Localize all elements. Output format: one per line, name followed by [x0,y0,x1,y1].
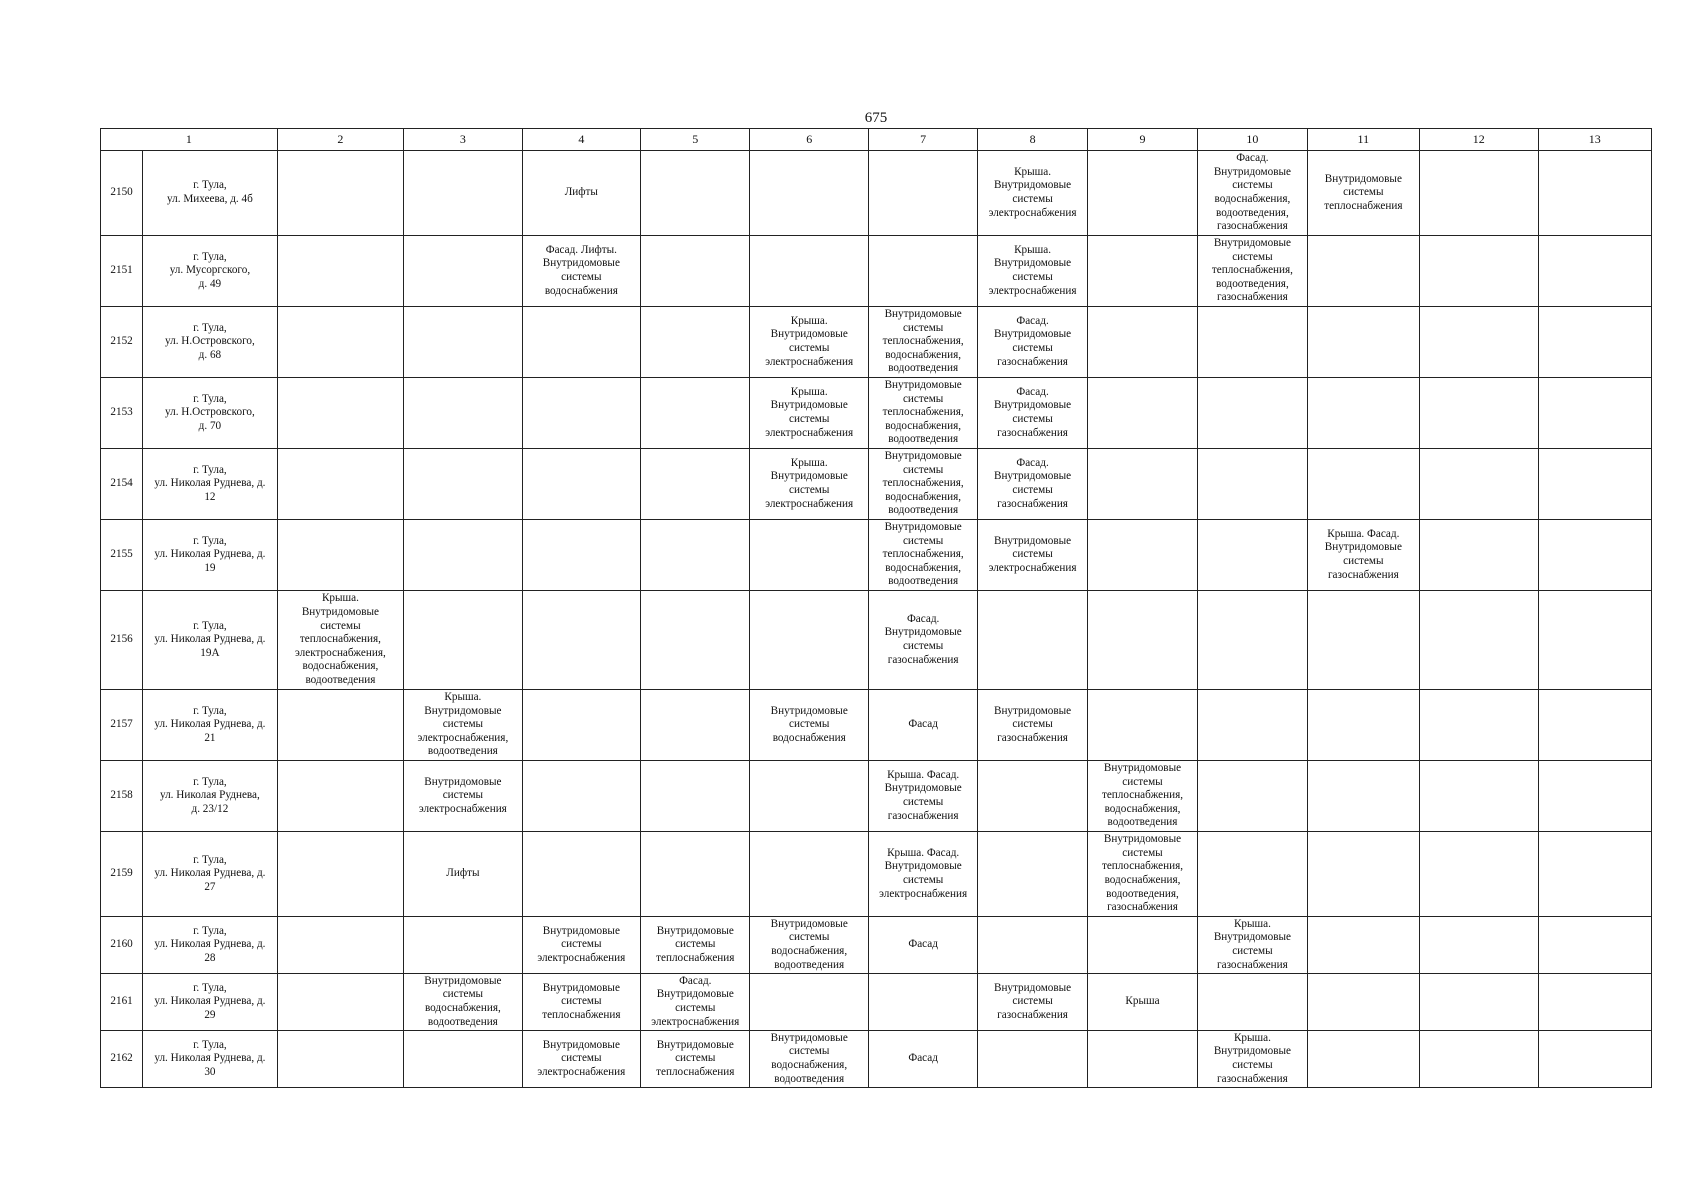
work-cell-col-10: Фасад. Внутридомовые системы водоснабжения, водоотведения, газоснабжения [1198,151,1307,236]
work-cell-col-11 [1307,690,1419,761]
work-cell-col-7 [868,236,977,307]
work-cell-col-10 [1198,449,1307,520]
table-row [101,520,1652,591]
work-cell-col-6: Крыша. Внутридомовые системы электроснабжения [750,307,868,378]
work-cell-col-4 [522,307,640,378]
work-cell-col-12 [1420,307,1538,378]
work-cell-col-8: Внутридомовые системы газоснабжения [978,974,1087,1031]
work-cell-col-3 [404,591,522,690]
work-cell-col-9 [1087,520,1197,591]
work-cell-col-2 [277,236,403,307]
header-row [101,129,1652,151]
address-cell: г. Тула, ул. Н.Островского, д. 70 [143,378,278,449]
work-cell-col-7: Крыша. Фасад. Внутридомовые системы электроснабжения [868,832,977,917]
work-cell-col-13 [1538,591,1652,690]
work-cell-col-5 [641,591,750,690]
row-number-cell: 2153 [101,378,143,449]
table-row [101,236,1652,307]
work-cell-col-3: Внутридомовые системы водоснабжения, водоотведения [404,974,522,1031]
work-cell-col-5 [641,761,750,832]
work-cell-col-7: Внутридомовые системы теплоснабжения, водоснабжения, водоотведения [868,307,977,378]
work-cell-col-7: Фасад [868,1031,977,1088]
work-cell-col-3 [404,236,522,307]
work-cell-col-5 [641,690,750,761]
work-cell-col-3 [404,307,522,378]
work-cell-col-2 [277,761,403,832]
table-row [101,761,1652,832]
row-number-cell: 2158 [101,761,143,832]
work-cell-col-6 [750,151,868,236]
work-cell-col-7: Внутридомовые системы теплоснабжения, водоснабжения, водоотведения [868,520,977,591]
work-cell-col-12 [1420,151,1538,236]
work-cell-col-9: Внутридомовые системы теплоснабжения, водоснабжения, водоотведения [1087,761,1197,832]
table-row [101,591,1652,690]
work-cell-col-3: Внутридомовые системы электроснабжения [404,761,522,832]
work-cell-col-2 [277,378,403,449]
work-cell-col-4 [522,449,640,520]
work-cell-col-13 [1538,449,1652,520]
work-cell-col-5 [641,378,750,449]
address-cell: г. Тула, ул. Николая Руднева, д. 19А [143,591,278,690]
work-cell-col-3 [404,520,522,591]
work-cell-col-12 [1420,1031,1538,1088]
work-cell-col-9 [1087,690,1197,761]
work-cell-col-6: Крыша. Внутридомовые системы электроснабжения [750,449,868,520]
work-cell-col-4: Внутридомовые системы электроснабжения [522,917,640,974]
work-cell-col-7: Фасад [868,917,977,974]
work-cell-col-13 [1538,1031,1652,1088]
work-cell-col-2: Крыша. Внутридомовые системы теплоснабжения, электроснабжения, водоснабжения, водоотведения [277,591,403,690]
header-col-5: 5 [641,129,750,151]
work-cell-col-10 [1198,761,1307,832]
header-col-8: 8 [978,129,1087,151]
row-number-cell: 2154 [101,449,143,520]
work-cell-col-6 [750,520,868,591]
work-cell-col-2 [277,917,403,974]
work-cell-col-5: Внутридомовые системы теплоснабжения [641,1031,750,1088]
row-number-cell: 2152 [101,307,143,378]
work-cell-col-10 [1198,520,1307,591]
work-cell-col-9: Крыша [1087,974,1197,1031]
work-cell-col-11 [1307,449,1419,520]
address-cell: г. Тула, ул. Николая Руднева, д. 28 [143,917,278,974]
work-cell-col-6: Внутридомовые системы водоснабжения [750,690,868,761]
work-cell-col-2 [277,832,403,917]
header-col-13: 13 [1538,129,1652,151]
work-cell-col-9 [1087,307,1197,378]
work-cell-col-8: Крыша. Внутридомовые системы электроснабжения [978,151,1087,236]
row-number-cell: 2151 [101,236,143,307]
work-cell-col-13 [1538,690,1652,761]
work-cell-col-9 [1087,917,1197,974]
work-cell-col-7: Крыша. Фасад. Внутридомовые системы газоснабжения [868,761,977,832]
work-cell-col-4 [522,378,640,449]
row-number-cell: 2155 [101,520,143,591]
work-cell-col-13 [1538,974,1652,1031]
work-cell-col-9: Внутридомовые системы теплоснабжения, водоснабжения, водоотведения, газоснабжения [1087,832,1197,917]
work-cell-col-4 [522,832,640,917]
work-cell-col-10 [1198,974,1307,1031]
address-cell: г. Тула, ул. Михеева, д. 4б [143,151,278,236]
work-cell-col-8: Фасад. Внутридомовые системы газоснабжения [978,449,1087,520]
work-cell-col-3: Лифты [404,832,522,917]
work-cell-col-8 [978,761,1087,832]
table-row [101,307,1652,378]
work-cell-col-9 [1087,591,1197,690]
work-cell-col-13 [1538,151,1652,236]
work-cell-col-3 [404,449,522,520]
repair-schedule-table [100,128,1652,1088]
work-cell-col-11 [1307,1031,1419,1088]
work-cell-col-9 [1087,449,1197,520]
header-col-10: 10 [1198,129,1307,151]
header-col-6: 6 [750,129,868,151]
work-cell-col-6 [750,974,868,1031]
work-cell-col-2 [277,307,403,378]
work-cell-col-7 [868,974,977,1031]
work-cell-col-10 [1198,690,1307,761]
work-cell-col-11 [1307,378,1419,449]
address-cell: г. Тула, ул. Н.Островского, д. 68 [143,307,278,378]
work-cell-col-12 [1420,917,1538,974]
work-cell-col-11 [1307,591,1419,690]
work-cell-col-5 [641,236,750,307]
header-col-12: 12 [1420,129,1538,151]
header-col-2: 2 [277,129,403,151]
table-row [101,917,1652,974]
work-cell-col-8 [978,1031,1087,1088]
work-cell-col-4 [522,761,640,832]
header-col-4: 4 [522,129,640,151]
work-cell-col-8: Внутридомовые системы газоснабжения [978,690,1087,761]
table-header [101,129,1652,151]
work-cell-col-5 [641,151,750,236]
work-cell-col-9 [1087,151,1197,236]
work-cell-col-11 [1307,307,1419,378]
row-number-cell: 2150 [101,151,143,236]
work-cell-col-11 [1307,917,1419,974]
work-cell-col-12 [1420,520,1538,591]
work-cell-col-4: Внутридомовые системы электроснабжения [522,1031,640,1088]
work-cell-col-4: Фасад. Лифты. Внутридомовые системы водоснабжения [522,236,640,307]
work-cell-col-2 [277,449,403,520]
table-body [101,151,1652,1088]
address-cell: г. Тула, ул. Николая Руднева, д. 19 [143,520,278,591]
table-row [101,449,1652,520]
work-cell-col-7: Внутридомовые системы теплоснабжения, водоснабжения, водоотведения [868,378,977,449]
work-cell-col-9 [1087,378,1197,449]
work-cell-col-7: Фасад. Внутридомовые системы газоснабжения [868,591,977,690]
work-cell-col-10 [1198,591,1307,690]
row-number-cell: 2157 [101,690,143,761]
table-row [101,378,1652,449]
table-row [101,1031,1652,1088]
work-cell-col-6: Внутридомовые системы водоснабжения, водоотведения [750,1031,868,1088]
work-cell-col-6 [750,832,868,917]
work-cell-col-13 [1538,520,1652,591]
header-col-3: 3 [404,129,522,151]
work-cell-col-3 [404,151,522,236]
work-cell-col-13 [1538,307,1652,378]
work-cell-col-7 [868,151,977,236]
work-cell-col-5 [641,520,750,591]
work-cell-col-7: Внутридомовые системы теплоснабжения, водоснабжения, водоотведения [868,449,977,520]
table-row [101,151,1652,236]
work-cell-col-5 [641,307,750,378]
work-cell-col-10: Внутридомовые системы теплоснабжения, водоотведения, газоснабжения [1198,236,1307,307]
work-cell-col-4: Внутридомовые системы теплоснабжения [522,974,640,1031]
address-cell: г. Тула, ул. Николая Руднева, д. 12 [143,449,278,520]
work-cell-col-8 [978,591,1087,690]
work-cell-col-6 [750,591,868,690]
work-cell-col-10 [1198,832,1307,917]
row-number-cell: 2162 [101,1031,143,1088]
work-cell-col-6: Внутридомовые системы водоснабжения, водоотведения [750,917,868,974]
work-cell-col-5 [641,832,750,917]
address-cell: г. Тула, ул. Николая Руднева, д. 21 [143,690,278,761]
work-cell-col-8: Фасад. Внутридомовые системы газоснабжения [978,307,1087,378]
work-cell-col-12 [1420,690,1538,761]
work-cell-col-8: Фасад. Внутридомовые системы газоснабжения [978,378,1087,449]
work-cell-col-2 [277,151,403,236]
work-cell-col-9 [1087,236,1197,307]
page-number: 675 [864,110,888,126]
work-cell-col-8: Внутридомовые системы электроснабжения [978,520,1087,591]
work-cell-col-6: Крыша. Внутридомовые системы электроснабжения [750,378,868,449]
work-cell-col-2 [277,520,403,591]
work-cell-col-12 [1420,236,1538,307]
work-cell-col-6 [750,236,868,307]
work-cell-col-2 [277,690,403,761]
address-cell: г. Тула, ул. Николая Руднева, д. 27 [143,832,278,917]
work-cell-col-3 [404,1031,522,1088]
row-number-cell: 2161 [101,974,143,1031]
address-cell: г. Тула, ул. Николая Руднева, д. 23/12 [143,761,278,832]
address-cell: г. Тула, ул. Мусоргского, д. 49 [143,236,278,307]
work-cell-col-10 [1198,378,1307,449]
header-col-1: 1 [101,129,278,151]
work-cell-col-3 [404,917,522,974]
work-cell-col-5: Фасад. Внутридомовые системы электроснабжения [641,974,750,1031]
table-row [101,690,1652,761]
work-cell-col-3 [404,378,522,449]
work-cell-col-11: Крыша. Фасад. Внутридомовые системы газоснабжения [1307,520,1419,591]
work-cell-col-11 [1307,236,1419,307]
address-cell: г. Тула, ул. Николая Руднева, д. 30 [143,1031,278,1088]
row-number-cell: 2159 [101,832,143,917]
address-cell: г. Тула, ул. Николая Руднева, д. 29 [143,974,278,1031]
work-cell-col-9 [1087,1031,1197,1088]
work-cell-col-4 [522,591,640,690]
work-cell-col-8 [978,832,1087,917]
work-cell-col-12 [1420,449,1538,520]
work-cell-col-12 [1420,761,1538,832]
header-col-7: 7 [868,129,977,151]
work-cell-col-12 [1420,378,1538,449]
work-cell-col-2 [277,1031,403,1088]
work-cell-col-13 [1538,917,1652,974]
work-cell-col-4 [522,520,640,591]
work-cell-col-2 [277,974,403,1031]
header-col-9: 9 [1087,129,1197,151]
table-row [101,974,1652,1031]
work-cell-col-12 [1420,591,1538,690]
work-cell-col-4 [522,690,640,761]
work-cell-col-6 [750,761,868,832]
row-number-cell: 2156 [101,591,143,690]
work-cell-col-13 [1538,761,1652,832]
work-cell-col-10: Крыша. Внутридомовые системы газоснабжения [1198,917,1307,974]
work-cell-col-10 [1198,307,1307,378]
work-cell-col-7: Фасад [868,690,977,761]
header-col-11: 11 [1307,129,1419,151]
work-cell-col-13 [1538,832,1652,917]
work-cell-col-12 [1420,832,1538,917]
work-cell-col-11 [1307,832,1419,917]
work-cell-col-13 [1538,236,1652,307]
work-cell-col-8 [978,917,1087,974]
work-cell-col-11: Внутридомовые системы теплоснабжения [1307,151,1419,236]
work-cell-col-8: Крыша. Внутридомовые системы электроснабжения [978,236,1087,307]
work-cell-col-5: Внутридомовые системы теплоснабжения [641,917,750,974]
row-number-cell: 2160 [101,917,143,974]
work-cell-col-5 [641,449,750,520]
work-cell-col-11 [1307,974,1419,1031]
table-row [101,832,1652,917]
work-cell-col-3: Крыша. Внутридомовые системы электроснабжения, водоотведения [404,690,522,761]
work-cell-col-11 [1307,761,1419,832]
work-cell-col-10: Крыша. Внутридомовые системы газоснабжения [1198,1031,1307,1088]
work-cell-col-4: Лифты [522,151,640,236]
work-cell-col-12 [1420,974,1538,1031]
work-cell-col-13 [1538,378,1652,449]
